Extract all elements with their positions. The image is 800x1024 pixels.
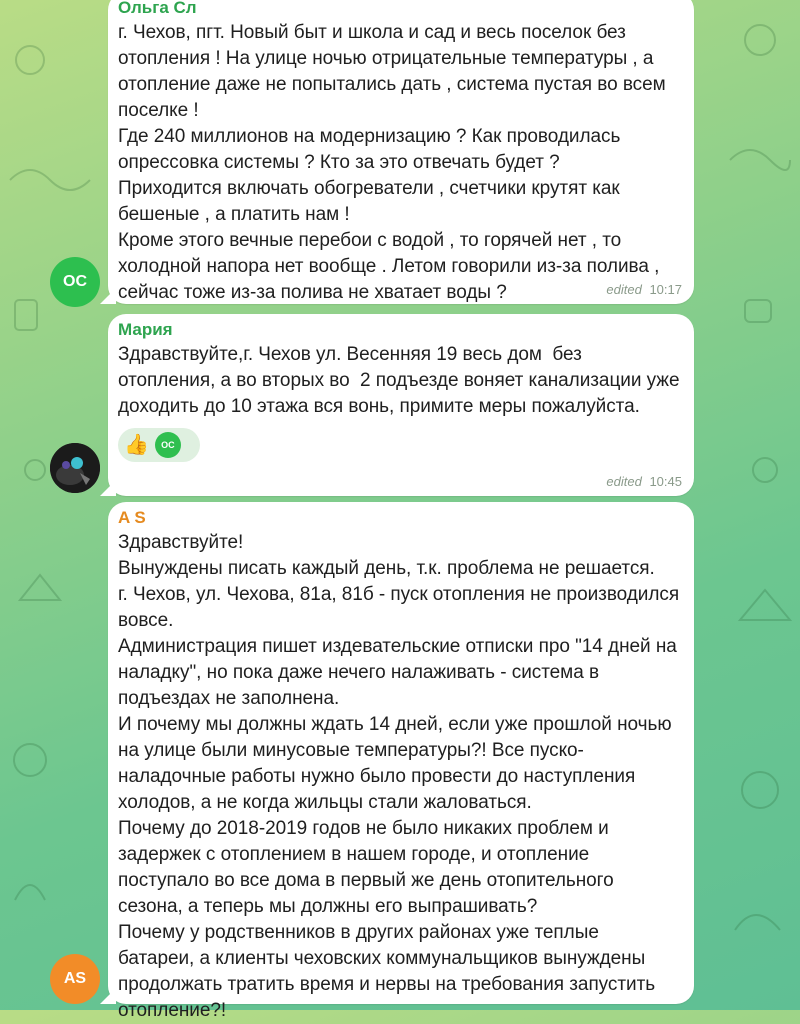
- message-meta: [606, 474, 682, 489]
- avatar-olga[interactable]: [50, 257, 100, 307]
- reaction-avatar: ОС: [155, 432, 181, 458]
- message-meta: [606, 282, 682, 297]
- avatar-as[interactable]: [50, 954, 100, 1004]
- message-author[interactable]: A S: [118, 508, 146, 527]
- reactions-bar[interactable]: [118, 428, 200, 462]
- avatar-initials: ОС: [63, 273, 87, 290]
- message-author[interactable]: Мария: [118, 320, 173, 339]
- avatar-initials: AS: [63, 970, 87, 987]
- message-text: г. Чехов, пгт. Новый быт и школа и сад и весь поселок без отопления ! На улице ночью отрицательные температуры , а отопление даже не попытались дать , система пустая во всем поселке ! Где 240 миллионов на модернизацию ? Как проводилась опрессовка системы ? Кто за это отвечать будет ? Приходится включать обогреватели , счетчики крутят как бешеные , а платить нам ! Кроме этого вечные перебои с водой , то горячей нет , то холодной напора нет вообще . Летом говорили из-за полива , сейчас тоже из-за полива не хватает воды ?: [118, 22, 666, 303]
- avatar-photo-icon: [50, 443, 100, 493]
- message-bubble-as[interactable]: [108, 502, 694, 1021]
- edited-label: edited: [606, 282, 642, 297]
- message-author[interactable]: Ольга Сл: [118, 0, 197, 17]
- message-text: Здравствуйте,г. Чехов ул. Весенняя 19 весь дом без отопления, а во вторых во 2 подъезде воняет канализации уже доходить до 10 этажа вся вонь, примите меры пожалуйста.: [118, 344, 685, 417]
- message-bubble-olga[interactable]: [108, 0, 694, 304]
- message-time: 10:45: [649, 474, 682, 489]
- message-text: Здравствуйте! Вынуждены писать каждый день, т.к. проблема не решается. г. Чехов, ул. Чехова, 81а, 81б - пуск отопления не производился вовсе. Администрация пишет издевательские отписки про "14 дней на наладку", но пока даже нечего налаживать - система в подъездах не заполнена. И почему мы должны ждать 14 дней, если уже прошлой ночью на улице были минусовые температуры?! Все пуско-наладочные работы нужно было провести до наступления холодов, а не когда жильцы стали жаловаться. Почему до 2018-2019 годов не было никаких проблем и задержек с отоплением в нашем городе, и отопление поступало во все дома в первый же день отопительного сезона, а теперь мы должны его выпрашивать? Почему у родственников в других районах уже теплые батареи, а клиенты чеховских коммунальщиков вынуждены продолжать тратить время и нервы на требования запустить отопление?!: [118, 532, 680, 1021]
- avatar-maria[interactable]: [50, 443, 100, 493]
- thumbs-up-icon[interactable]: 👍: [124, 434, 149, 456]
- message-bubble-maria[interactable]: [108, 314, 694, 496]
- message-time: 10:17: [649, 282, 682, 297]
- edited-label: edited: [606, 474, 642, 489]
